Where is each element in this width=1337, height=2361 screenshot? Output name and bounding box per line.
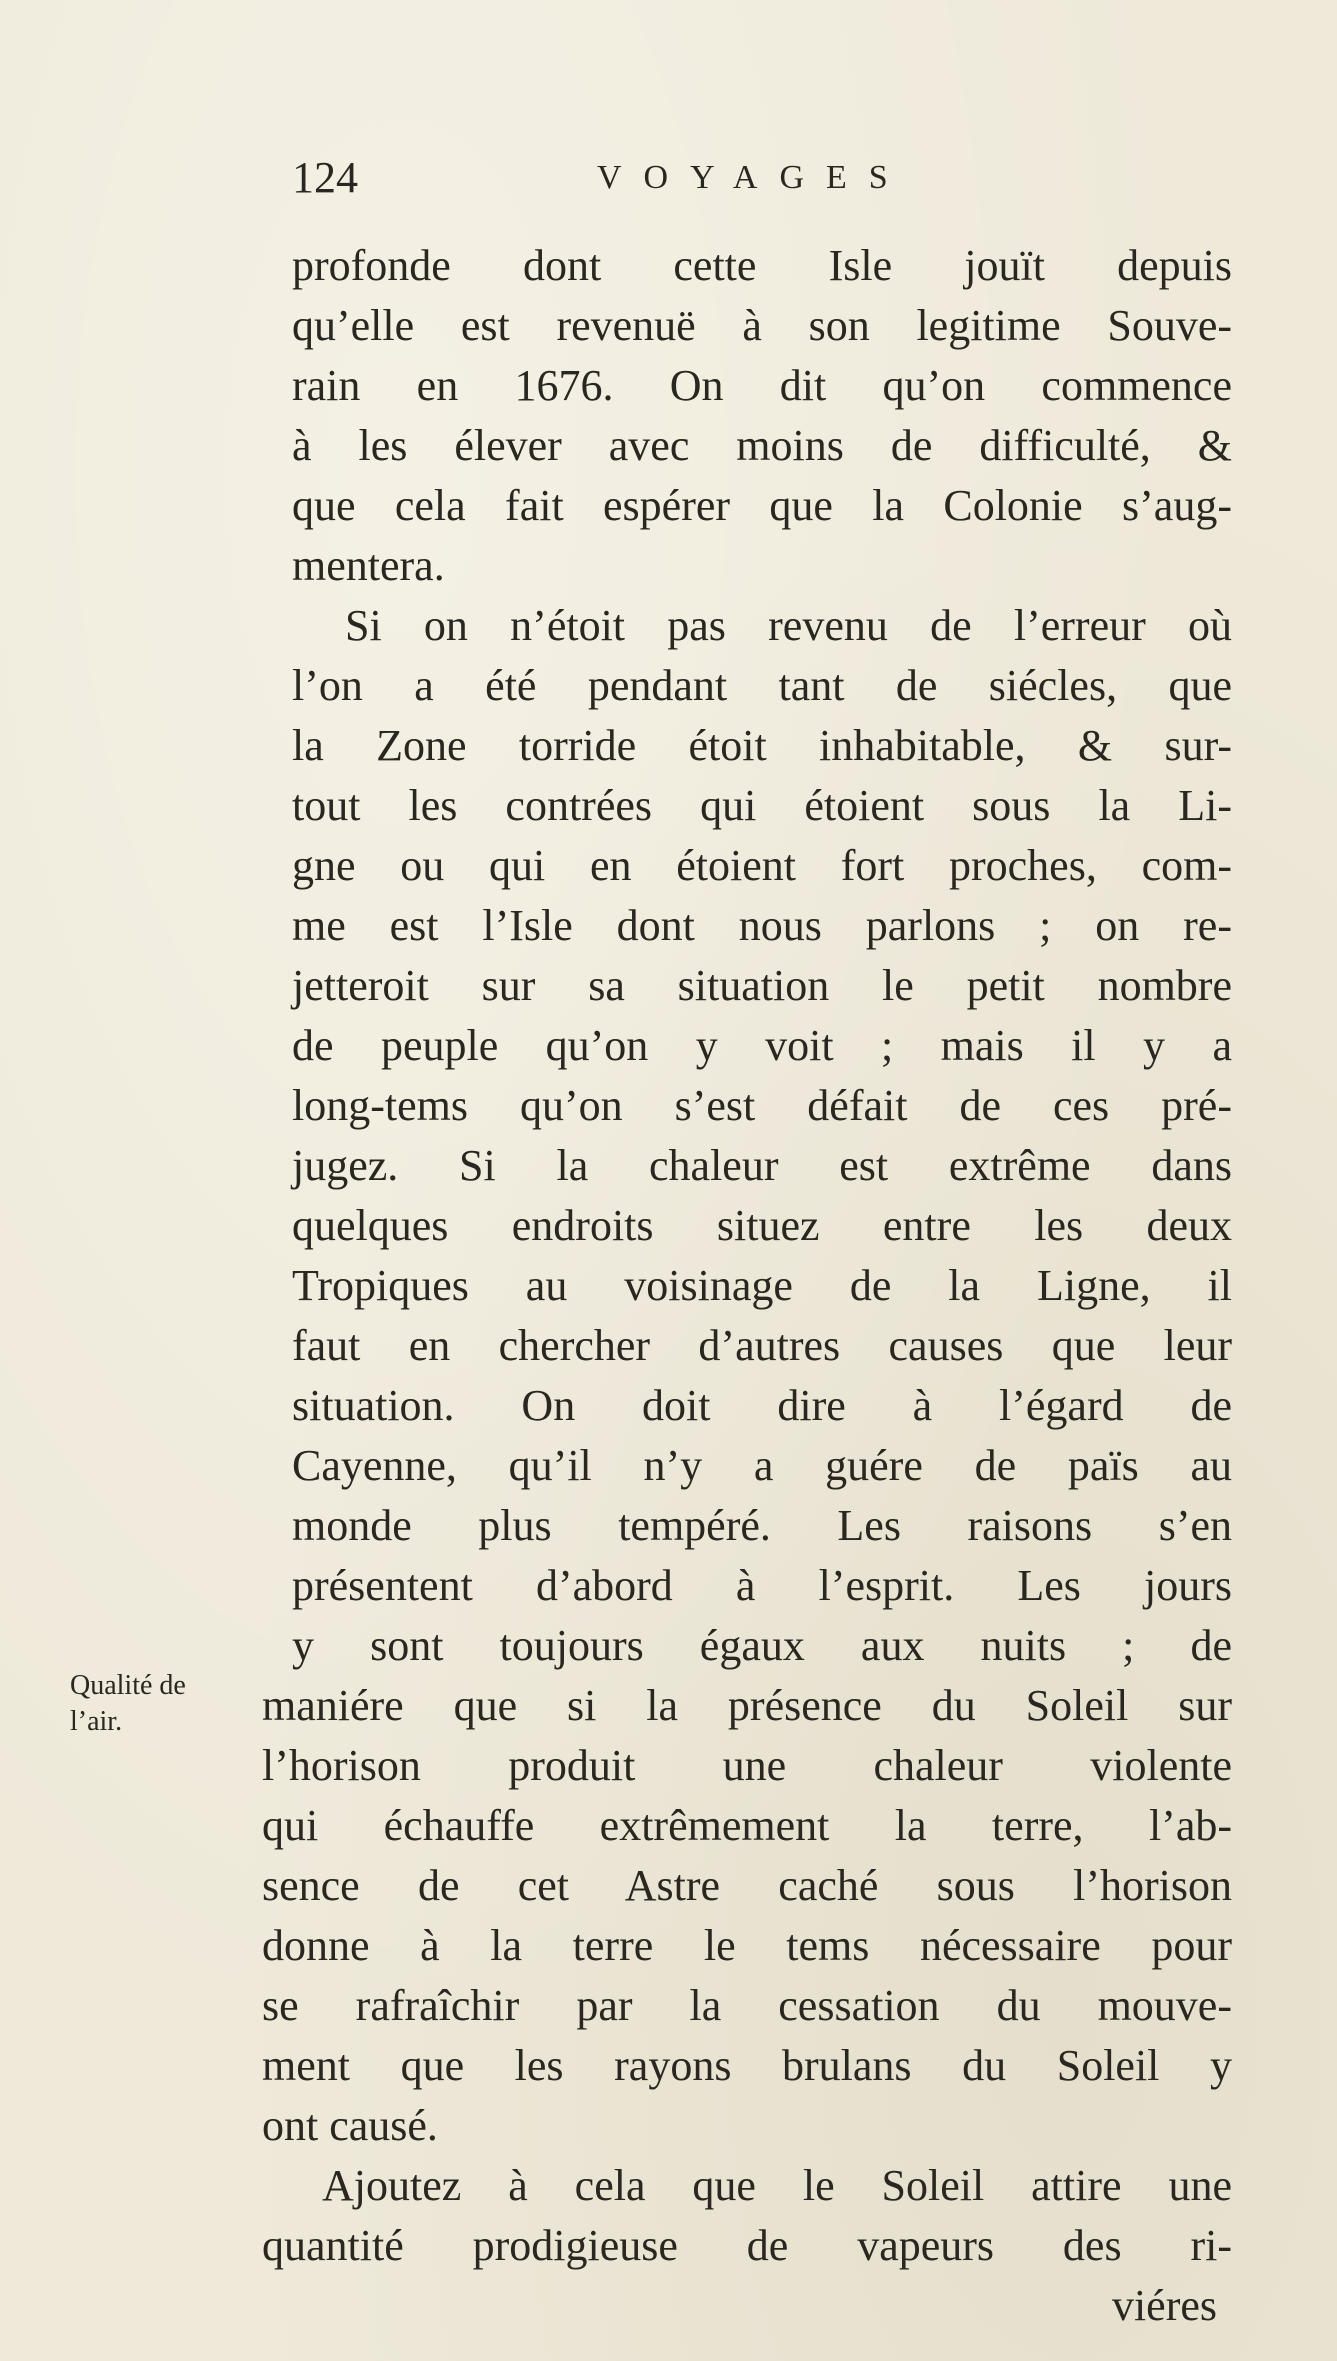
text-line: situation. On doit dire à l’égard de xyxy=(292,1381,1232,1430)
running-title: VOYAGES xyxy=(597,159,910,196)
text-line: monde plus tempéré. Les raisons s’en xyxy=(292,1501,1232,1550)
text-line: qu’elle est revenuë à son legitime Souve- xyxy=(292,301,1232,350)
text-line: donne à la terre le tems nécessaire pour xyxy=(262,1921,1232,1970)
text-line: Tropiques au voisinage de la Ligne, il xyxy=(292,1261,1232,1310)
text-line: l’on a été pendant tant de siécles, que xyxy=(292,661,1232,710)
margin-note-line: Qualité de xyxy=(70,1670,186,1701)
text-line: tout les contrées qui étoient sous la Li- xyxy=(292,781,1232,830)
text-line: Si on n’étoit pas revenu de l’erreur où xyxy=(345,601,1232,650)
text-line: jugez. Si la chaleur est extrême dans xyxy=(292,1141,1232,1190)
text-line: jetteroit sur sa situation le petit nombre xyxy=(292,961,1232,1010)
text-line: profonde dont cette Isle jouït depuis xyxy=(292,241,1232,290)
text-line: long-tems qu’on s’est défait de ces pré- xyxy=(292,1081,1232,1130)
text-line: rain en 1676. On dit qu’on commence xyxy=(292,361,1232,410)
text-line: l’horison produit une chaleur violente xyxy=(262,1741,1232,1790)
text-line: de peuple qu’on y voit ; mais il y a xyxy=(292,1021,1232,1070)
text-line: à les élever avec moins de difficulté, & xyxy=(292,421,1232,470)
text-line: quelques endroits situez entre les deux xyxy=(292,1201,1232,1250)
text-line: ont causé. xyxy=(262,2101,438,2150)
text-line: quantité prodigieuse de vapeurs des ri- xyxy=(262,2221,1232,2270)
text-line: Cayenne, qu’il n’y a guére de païs au xyxy=(292,1441,1232,1490)
text-line: y sont toujours égaux aux nuits ; de xyxy=(292,1621,1232,1670)
text-line: que cela fait espérer que la Colonie s’aug- xyxy=(292,481,1232,530)
text-line: mentera. xyxy=(292,541,445,590)
text-line: maniére que si la présence du Soleil sur xyxy=(262,1681,1232,1730)
text-line: qui échauffe extrêmement la terre, l’ab- xyxy=(262,1801,1232,1850)
page-number: 124 xyxy=(292,153,358,202)
catchword: viéres xyxy=(1111,2281,1217,2330)
text-line: me est l’Isle dont nous parlons ; on re- xyxy=(292,901,1232,950)
text-line: ment que les rayons brulans du Soleil y xyxy=(262,2041,1232,2090)
text-line: gne ou qui en étoient fort proches, com- xyxy=(292,841,1232,890)
text-line: présentent d’abord à l’esprit. Les jours xyxy=(292,1561,1232,1610)
margin-note-line: l’air. xyxy=(70,1706,123,1737)
text-line: se rafraîchir par la cessation du mouve- xyxy=(262,1981,1232,2030)
text-line: la Zone torride étoit inhabitable, & sur- xyxy=(292,721,1232,770)
text-line: sence de cet Astre caché sous l’horison xyxy=(262,1861,1232,1910)
text-line: Ajoutez à cela que le Soleil attire une xyxy=(322,2161,1232,2210)
running-head xyxy=(292,148,1032,208)
text-line: faut en chercher d’autres causes que leur xyxy=(292,1321,1232,1370)
